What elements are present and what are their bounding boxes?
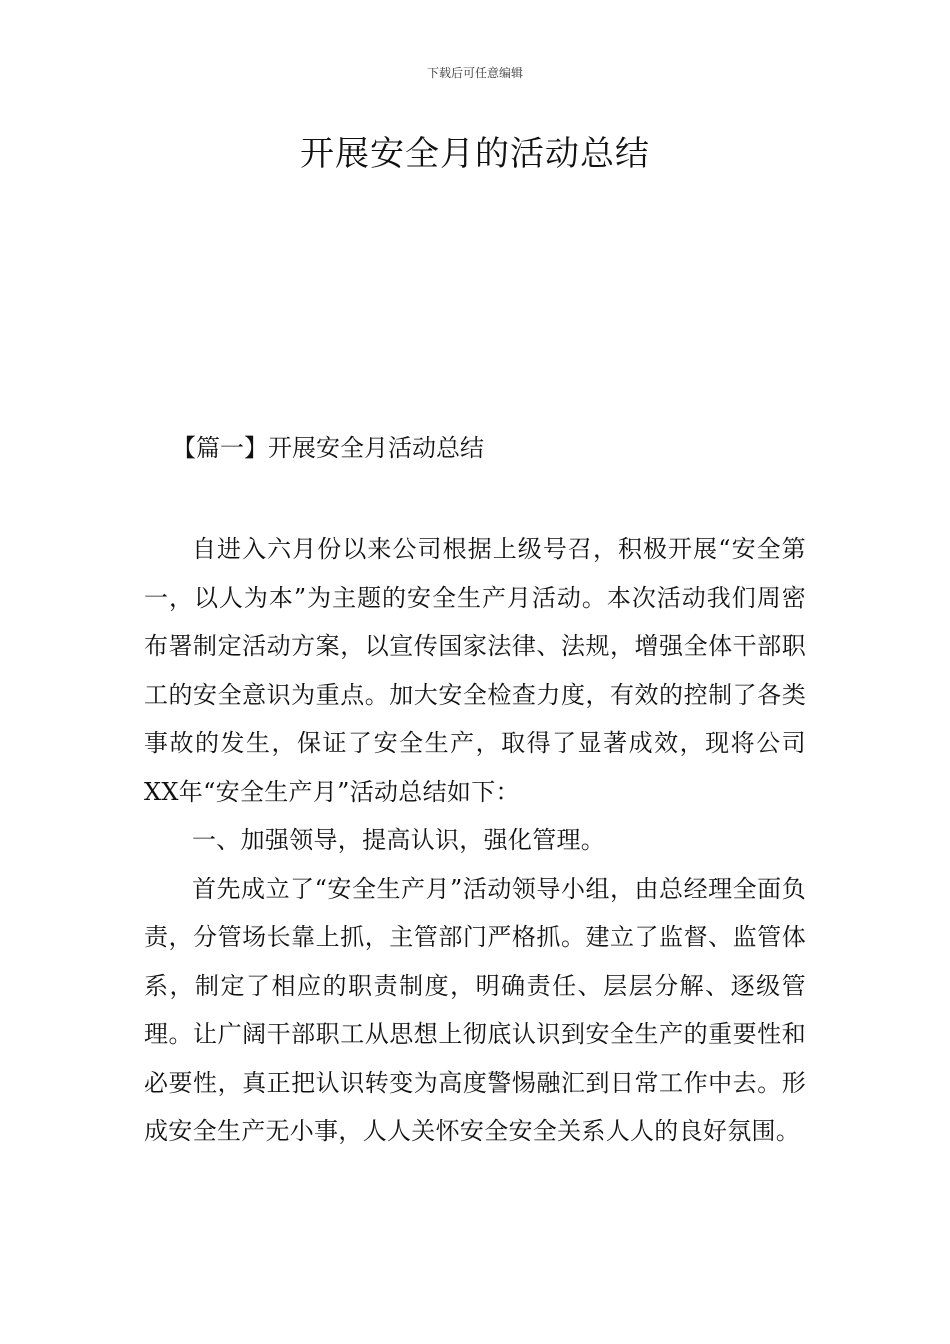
section-heading: 【篇一】开展安全月活动总结 <box>172 434 484 462</box>
paragraph-section-one-body: 首先成立了“安全生产月”活动领导小组，由总经理全面负责，分管场长靠上抓，主管部门严格抓。建立了监督、监管体系，制定了相应的职责制度，明确责任、层层分解、逐级管理。让广阔干部职工从思想上彻底认识到安全生产的重要性和必要性，真正把认识转变为高度警惕融汇到日常工作中去。形成安全生产无小事，人人关怀安全安全关系人人的良好氛围。 <box>144 874 806 1145</box>
header-note: 下载后可任意编辑 <box>426 66 523 80</box>
body-text <box>144 525 806 1156</box>
paragraph-section-one-heading: 一、加强领导，提高认识，强化管理。 <box>192 826 606 854</box>
paragraph-intro: 自进入六月份以来公司根据上级号召，积极开展“安全第一，以人为本”为主题的安全生产月活动。本次活动我们周密布署制定活动方案，以宣传国家法律、法规，增强全体干部职工的安全意识为重点。加大安全检查力度，有效的控制了各类事故的发生，保证了安全生产，取得了显著成效，现将公司XX年“安全生产月”活动总结如下： <box>144 535 806 806</box>
document-title: 开展安全月的活动总结 <box>300 134 650 174</box>
